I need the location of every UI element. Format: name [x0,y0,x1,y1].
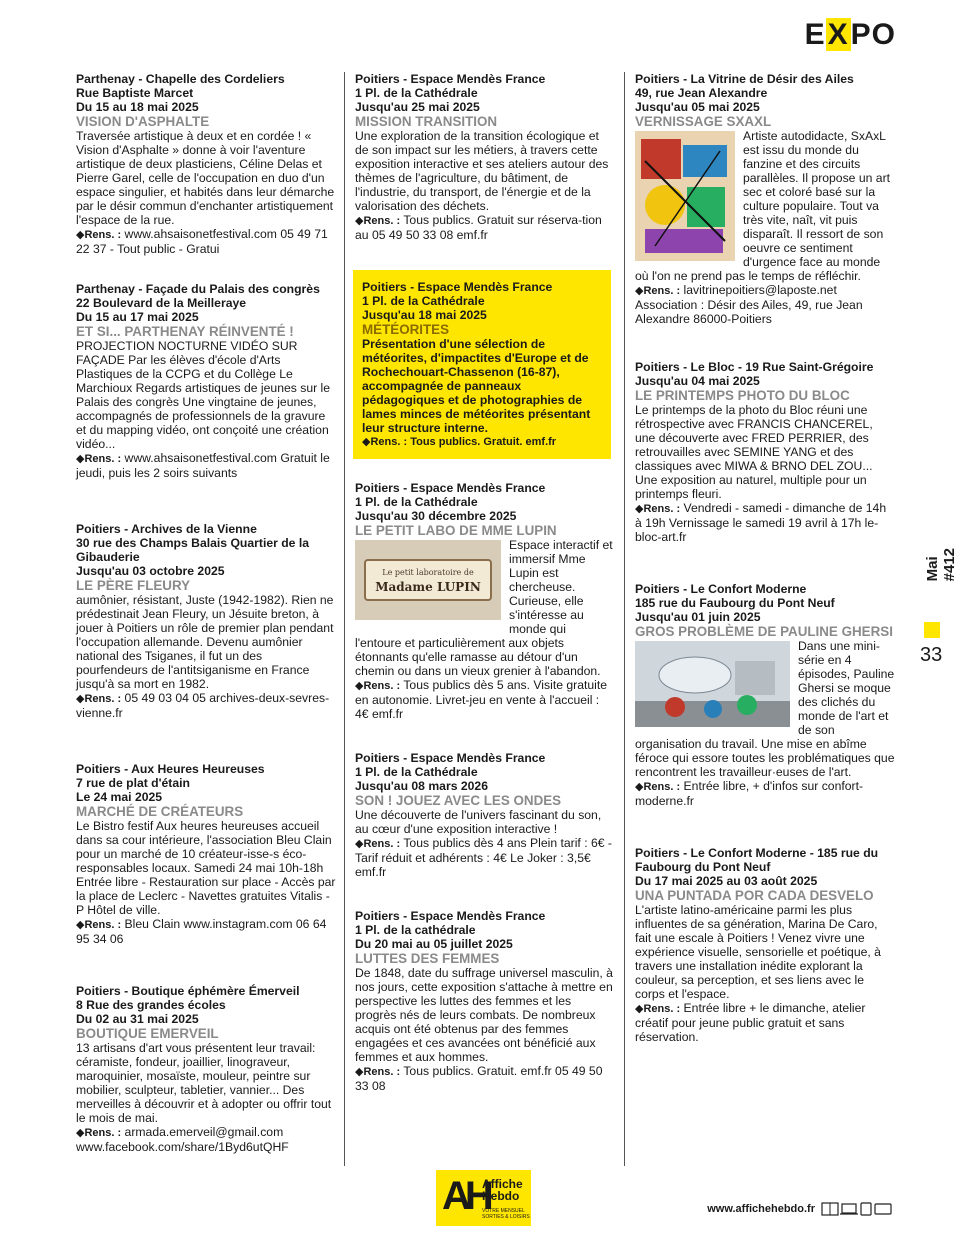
event-info: ◆Rens. : Tous publics dès 4 ans Plein tarif : 6€ - Tarif réduit et adhérents : 4€ Le Joker : 3,5€ emf.fr [355,836,612,879]
diamond-icon: ◆ [355,838,364,850]
event-venue: Poitiers - Espace Mendès France [355,909,546,923]
event-dates: Jusqu'au 03 octobre 2025 [76,564,225,578]
diamond-icon: ◆ [76,229,85,241]
footer [707,1202,893,1216]
event-entry [76,282,336,480]
event-dates: Jusqu'au 25 mai 2025 [355,100,480,114]
issue-number: Mai #412 [924,547,958,582]
event-entry [76,762,339,946]
diamond-icon: ◆ [635,503,644,515]
event-description: PROJECTION NOCTURNE VIDÉO SUR FAÇADE Par les élèves d'école d'Arts Plastiques de la CCPG et du Collège Le Marchioux Regards artistiques de jeunes sur le Palais des congrès Une vingtaine de jeunes, accompagnés de professionnels de la gravure et du mapping vidéo, ont conçoité une création vidéo... [76,339,334,451]
column-1 [76,72,339,1180]
event-description: Une découverte de l'univers fascinant du son, au cœur d'une exposition interactive ! [355,808,605,836]
event-info: ◆Rens. : Tous publics. Gratuit. emf.fr [362,436,557,448]
event-dates: Du 15 au 17 mai 2025 [76,310,199,324]
diamond-icon: ◆ [76,1127,85,1139]
event-venue: Poitiers - Espace Mendès France [355,751,546,765]
event-entry [355,751,615,879]
event-description: Espace interactif et immersif Mme Lupin est chercheuse. Curieuse, elle s'intéresse au monde qui l'entoure et particulièrement aux objets étonnants qu'elle ramasse au détour d'un chemin ou dans un vieux grenier à l'abandon. [355,538,617,678]
event-entry [76,984,336,1154]
event-address: 1 Pl. de la Cathédrale [355,765,478,779]
event-description: Artiste autodidacte, SxAxL est issu du monde du fanzine et des circuits parallèles. Il propose un art sec et coloré basé sur la culture populaire. Tout va très vite, naît, vit puis disparaît. Il ressort de son oeuvre ce sentiment d'urgence face au monde où l'on ne prend pas le temps de réfléchir. [635,129,894,283]
pauline-ghersi-image [635,641,790,730]
event-address: 185 rue du Faubourg du Pont Neuf [635,596,835,610]
event-info: ◆Rens. : Tous publics dès 5 ans. Visite gratuite en autonomie. Livret-jeu en vente à l'accueil : 4€ emf.fr [355,678,608,721]
highlighted-event-box [353,270,611,459]
event-title: MÉTÉORITES [362,322,450,337]
event-venue: Poitiers - Le Confort Moderne [635,582,807,596]
event-dates: Jusqu'au 05 mai 2025 [635,100,760,114]
event-dates: Du 17 mai 2025 au 03 août 2025 [635,874,818,888]
event-info: ◆Rens. : Vendredi - samedi - dimanche de 14h à 19h Vernissage le samedi 19 avril à 17h le-bloc-art.fr [635,501,887,544]
event-info: ◆Rens. : Entrée libre + le dimanche, atelier créatif pour jeune public gratuit et sans réservation. [635,1001,866,1044]
svg-text:Le petit laboratoire de: Le petit laboratoire de [382,568,474,577]
event-description: Le Bistro festif Aux heures heureuses accueil dans sa cour intérieure, l'association Bleu Clain pour un marché de 10 créateur-isse-s éco-responsables locaux. Samedi 24 mai 10h-18h Entrée libre - Restauration sur place - Accès par la place de Leclerc - Navettes gratuites Vitalis - P Hôtel de ville. [76,819,339,917]
event-description: Traversée artistique à deux et en cordée ! « Vision d'Asphalte » donne à voir l'aventure artistique de deux plasticiens, Céline Delas et Pierre Garel, celle de l'occupation en duo d'un espace singulier, et habités dans leur démarche par le désir commun d'enchanter artistiquement l'espace de la rue. [76,129,338,227]
lupin-sign-graphic [355,540,501,620]
event-dates: Jusqu'au 18 mai 2025 [362,308,487,322]
event-venue: Poitiers - Aux Heures Heureuses [76,762,265,776]
event-description: Le printemps de la photo du Bloc réuni une rétrospective avec FRANCIS CHANCEREL, une découverte avec FRED PERRIER, des retrouvailles avec SEMINE YANG et des classiques avec MIWA & BRNO DEL ZOU... Une exposition au naturel, multiple pour un printemps fleuri. [635,403,877,501]
event-title: LE PRINTEMPS PHOTO DU BLOC [635,388,850,403]
devices-icon [821,1202,893,1216]
event-title: GROS PROBLÈME DE PAULINE GHERSI [635,624,893,639]
column-divider [624,72,625,1166]
event-title: ET SI... PARTHENAY RÉINVENTÉ ! [76,324,294,339]
event-address: 30 rue des Champs Balais Quartier de la Gibauderie [76,536,310,564]
sxaxl-artwork-image [635,131,735,264]
event-info: ◆Rens. : 05 49 03 04 05 archives-deux-sevres-vienne.fr [76,691,330,720]
event-title: SON ! JOUEZ AVEC LES ONDES [355,793,562,808]
event-venue: Poitiers - Archives de la Vienne [76,522,257,536]
event-info: ◆Rens. : Tous publics. Gratuit sur réserva-tion au 05 49 50 33 08 emf.fr [355,213,602,242]
event-dates: Le 24 mai 2025 [76,790,163,804]
event-description: 13 artisans d'art vous présentent leur travail: céramiste, fondeur, joaillier, linograveur, maroquinier, mosaïste, mouleur, peintre sur mobilier, sculpteur, tabletier, vannier... Des merveilles à découvrir et à adopter ou offrir tout le mois de mai. [76,1041,335,1125]
event-entry [355,909,615,1093]
svg-text:Madame LUPIN: Madame LUPIN [375,580,481,594]
diamond-icon: ◆ [635,781,644,793]
event-dates: Du 02 au 31 mai 2025 [76,1012,199,1026]
event-dates: Jusqu'au 08 mars 2026 [355,779,488,793]
event-description: Présentation d'une sélection de météorites, d'impactites d'Europe et de Rochechouart-Chassenon (16-87), accompagnée de panneaux pédagogiques et de photographies de lames minces de météorites présentant leur structure interne. [362,337,594,435]
event-dates: Du 15 au 18 mai 2025 [76,100,199,114]
event-venue: Parthenay - Façade du Palais des congrès [76,282,320,296]
event-description: Dans une mini-série en 4 épisodes, Pauline Ghersi se moque des clichés du monde de l'art et de son organisation du travail. Une mise en abîme féroce qui essore toutes les problématiques que rencontrent les travailleur·euses de l'art. [635,639,898,779]
column-divider [344,72,345,1166]
event-description: Une exploration de la transition écologique et de son impact sur les métiers, à travers cette exposition interactive et ses ateliers autour des thèmes de l'agriculture, du bâtiment, de l'industrie, du transport, de l'énergie et de la valorisation des déchets. [355,129,612,213]
event-entry [355,481,615,721]
event-entry [76,72,336,256]
diamond-icon: ◆ [76,453,85,465]
event-title: BOUTIQUE EMERVEIL [76,1026,219,1041]
event-address: 49, rue Jean Alexandre [635,86,768,100]
website-link[interactable]: www.affichehebdo.fr [707,1203,815,1215]
event-description: De 1848, date du suffrage universel masculin, à nos jours, cette exposition s'attache à mettre en perspective les luttes des femmes et les progrès nés de leurs combats. De nombreux acquis ont été obtenus par des femmes engagées et ces avancées ont bénéficié aux femmes et aux hommes. [355,966,617,1064]
event-address: 1 Pl. de la Cathédrale [355,495,478,509]
event-dates: Du 20 mai au 05 juillet 2025 [355,937,513,951]
event-description: L'artiste latino-américaine parmi les plus influentes de sa génération, Marina De Caro, fait une escale à Poitiers ! Venez vivre une expérience visuelle, sensorielle et poétique, à travers une installation inédite explorant la couleur, sa perception, et ses liens avec le corps et l'espace. [635,903,885,1001]
section-title: EXPO [804,18,896,51]
event-title: UNA PUNTADA POR CADA DESVELO [635,888,874,903]
event-info: ◆Rens. : Bleu Clain www.instagram.com 06 64 95 34 06 [76,917,327,946]
event-venue: Poitiers - La Vitrine de Désir des Ailes [635,72,854,86]
event-venue: Parthenay - Chapelle des Cordeliers [76,72,285,86]
event-description: aumônier, résistant, Juste (1942-1982). Rien ne prédestinait Jean Fleury, un Jésuite breton, à jouer à Poitiers un rôle de premier plan pendant l'occupation allemande. Devenu aumônier national des Tsiganes, il fut un des pourfendeurs de l'antitsiganisme en France jusqu'à sa mort en 1982. [76,593,337,691]
event-venue: Poitiers - Boutique éphémère Émerveil [76,984,300,998]
event-info: ◆Rens. : lavitrinepoitiers@laposte.net Association : Désir des Ailes, 49, rue Jean Alexandre 86000-Poitiers [635,283,863,326]
event-venue: Poitiers - Espace Mendès France [362,280,553,294]
diamond-icon: ◆ [355,680,364,692]
yellow-square [924,622,940,638]
affiche-hebdo-logo: AH Affiche Hebdo VOTRE MENSUEL SORTIES & LOISIRS [436,1170,531,1226]
diamond-icon: ◆ [635,285,644,297]
event-info: ◆Rens. : Tous publics. Gratuit. emf.fr 05 49 50 33 08 [355,1064,603,1093]
event-title: LE PÈRE FLEURY [76,578,191,593]
event-title: VERNISSAGE SXAXL [635,114,772,129]
event-entry [635,846,895,1044]
event-entry [76,522,336,720]
event-title: MARCHÉ DE CRÉATEURS [76,804,244,819]
event-address: 1 Pl. de la Cathédrale [362,294,485,308]
diamond-icon: ◆ [355,1066,364,1078]
event-venue: Poitiers - Le Confort Moderne - 185 rue du Faubourg du Pont Neuf [635,846,879,874]
event-info: ◆Rens. : www.ahsaisonetfestival.com Gratuit le jeudi, puis les 2 soirs suivants [76,451,330,480]
event-address: Rue Baptiste Marcet [76,86,194,100]
photo-graphic [635,641,790,727]
event-info: ◆Rens. : www.ahsaisonetfestival.com 05 49 71 22 37 - Tout public - Gratui [76,227,328,256]
diamond-icon: ◆ [76,919,85,931]
column-2 [355,72,615,1119]
artwork-graphic [635,131,735,261]
diamond-icon: ◆ [635,1003,644,1015]
event-address: 7 rue de plat d'étain [76,776,190,790]
event-dates: Jusqu'au 04 mai 2025 [635,374,760,388]
event-title: LE PETIT LABO DE MME LUPIN [355,523,557,538]
event-info: ◆Rens. : Entrée libre, + d'infos sur confort-moderne.fr [635,779,864,808]
event-address: 8 Rue des grandes écoles [76,998,226,1012]
event-address: 22 Boulevard de la Meilleraye [76,296,247,310]
event-address: 1 Pl. de la cathédrale [355,923,476,937]
event-entry [635,360,895,544]
diamond-icon: ◆ [355,215,364,227]
event-dates: Jusqu'au 01 juin 2025 [635,610,761,624]
event-info: ◆Rens. : armada.emerveil@gmail.com www.facebook.com/share/1Byd6utQHF [76,1125,289,1154]
event-title: VISION D'ASPHALTE [76,114,210,129]
event-entry [635,72,895,326]
event-title: MISSION TRANSITION [355,114,498,129]
event-venue: Poitiers - Le Bloc - 19 Rue Saint-Grégoire [635,360,874,374]
event-dates: Jusqu'au 30 décembre 2025 [355,509,517,523]
event-venue: Poitiers - Espace Mendès France [355,481,546,495]
column-3 [635,72,898,1070]
diamond-icon: ◆ [362,436,371,448]
page-number: 33 [920,644,943,666]
diamond-icon: ◆ [76,693,85,705]
event-entry [355,72,615,242]
event-venue: Poitiers - Espace Mendès France [355,72,546,86]
event-title: LUTTES DES FEMMES [355,951,500,966]
lupin-image [355,540,501,623]
event-address: 1 Pl. de la Cathédrale [355,86,478,100]
event-entry [635,582,898,808]
